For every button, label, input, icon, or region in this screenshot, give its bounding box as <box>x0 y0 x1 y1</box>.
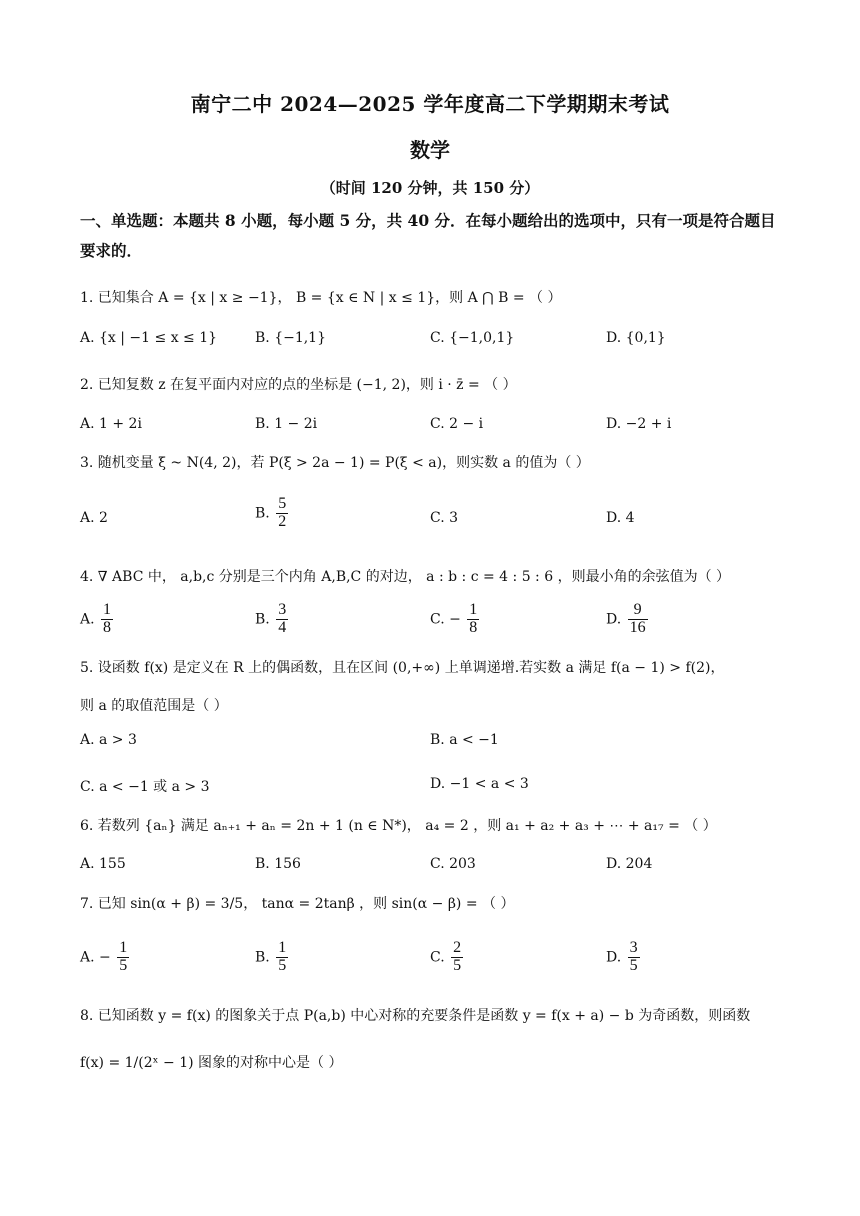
fraction-numerator: 3 <box>629 939 638 956</box>
exam-title: 南宁二中 2024—2025 学年度高二下学期期末考试 <box>190 92 670 116</box>
q6-option-a[interactable]: A. 155 <box>80 856 126 872</box>
q5-option-c[interactable]: C. a < −1 或 a > 3 <box>80 779 210 795</box>
fraction-denominator: 5 <box>453 956 462 974</box>
fraction-denominator: 5 <box>119 956 128 974</box>
fraction-denominator: 5 <box>629 956 638 974</box>
q1-option-d[interactable]: D. {0,1} <box>606 330 666 346</box>
q3-option-b[interactable] <box>255 496 290 531</box>
q2-option-a[interactable]: A. 1 + 2i <box>80 416 142 432</box>
q2-option-c[interactable]: C. 2 − i <box>430 416 484 432</box>
q1-option-b[interactable]: B. {−1,1} <box>255 330 326 346</box>
q4-option-b[interactable] <box>255 602 290 637</box>
fraction-numerator: 5 <box>278 495 287 512</box>
subject-title: 数学 <box>410 138 450 162</box>
fraction-numerator: 1 <box>469 601 478 618</box>
q1-option-a[interactable]: A. {x | −1 ≤ x ≤ 1} <box>80 330 218 346</box>
q3-option-d[interactable]: D. 4 <box>606 510 635 526</box>
q2-option-d[interactable]: D. −2 + i <box>606 416 672 432</box>
option-label: A. <box>80 611 95 628</box>
section-heading: 一、单选题：本题共 8 小题，每小题 5 分，共 40 分．在每小题给出的选项中，只有一项是符合题目要求的． <box>80 211 776 260</box>
question-6-stem: 6. 若数列 {aₙ} 满足 aₙ₊₁ + aₙ = 2n + 1 (n ∈ N*)， a₄ = 2 ，则 a₁ + a₂ + a₃ + ⋯ + a₁₇ = （ ） <box>80 818 717 834</box>
q5-option-d[interactable]: D. −1 < a < 3 <box>430 776 529 792</box>
fraction-numerator: 1 <box>119 939 128 956</box>
question-3-stem: 3. 随机变量 ξ ~ N(4, 2)，若 P(ξ > 2a − 1) = P(ξ < a)，则实数 a 的值为（ ） <box>80 455 590 471</box>
option-label: A. − <box>80 949 111 966</box>
option-label: B. <box>255 505 270 522</box>
q7-option-a[interactable] <box>80 940 131 975</box>
question-5-stem-line1: 5. 设函数 f(x) 是定义在 R 上的偶函数，且在区间 (0,+∞) 上单调递增.若实数 a 满足 f(a − 1) > f(2)， <box>80 660 725 676</box>
fraction <box>451 940 463 975</box>
fraction <box>276 496 288 531</box>
fraction-denominator: 4 <box>278 618 287 636</box>
q4-option-c[interactable] <box>430 602 481 637</box>
q5-option-a[interactable]: A. a > 3 <box>80 732 137 748</box>
question-8-stem-line2: f(x) = 1/(2ˣ − 1) 图象的对称中心是（ ） <box>80 1055 343 1071</box>
q7-option-c[interactable] <box>430 940 465 975</box>
q1-option-c[interactable]: C. {−1,0,1} <box>430 330 515 346</box>
fraction-denominator: 8 <box>103 618 112 636</box>
question-7-stem: 7. 已知 sin(α + β) = 3/5， tanα = 2tanβ ，则 sin(α − β) = （ ） <box>80 896 515 912</box>
question-1-stem: 1. 已知集合 A = {x | x ≥ −1}， B = {x ∈ N | x ≤ 1}，则 A ⋂ B = （ ） <box>80 290 562 306</box>
time-note: （时间 120 分钟，共 150 分） <box>320 179 540 197</box>
fraction-denominator: 16 <box>629 618 646 636</box>
fraction <box>276 940 288 975</box>
option-label: B. <box>255 949 270 966</box>
fraction <box>276 602 288 637</box>
option-label: C. − <box>430 611 461 628</box>
fraction-numerator: 1 <box>278 939 287 956</box>
fraction-denominator: 2 <box>278 512 287 530</box>
fraction-numerator: 2 <box>453 939 462 956</box>
q4-option-a[interactable] <box>80 602 115 637</box>
q7-option-d[interactable] <box>606 940 642 975</box>
fraction-numerator: 3 <box>278 601 287 618</box>
fraction-numerator: 1 <box>103 601 112 618</box>
fraction-denominator: 5 <box>278 956 287 974</box>
fraction-numerator: 9 <box>628 602 648 620</box>
fraction-denominator: 8 <box>469 618 478 636</box>
question-2-stem: 2. 已知复数 z 在复平面内对应的点的坐标是 (−1, 2)，则 i · z̄ = （ ） <box>80 377 517 393</box>
question-5-stem-line2: 则 a 的取值范围是（ ） <box>80 698 228 714</box>
question-8-stem-line1: 8. 已知函数 y = f(x) 的图象关于点 P(a,b) 中心对称的充要条件是函数 y = f(x + a) − b 为奇函数，则函数 <box>80 1008 751 1024</box>
q6-option-c[interactable]: C. 203 <box>430 856 476 872</box>
option-label: D. <box>606 611 622 628</box>
option-label: D. <box>606 949 622 966</box>
option-label: C. <box>430 949 445 966</box>
fraction <box>467 602 479 637</box>
q6-option-b[interactable]: B. 156 <box>255 856 301 872</box>
option-label: B. <box>255 611 270 628</box>
fraction <box>628 602 648 637</box>
q5-option-b[interactable]: B. a < −1 <box>430 732 499 748</box>
q7-option-b[interactable] <box>255 940 290 975</box>
q3-option-c[interactable]: C. 3 <box>430 510 459 526</box>
fraction <box>101 602 113 637</box>
question-4-stem: 4. ∇ ABC 中， a,b,c 分别是三个内角 A,B,C 的对边， a : b : c = 4 : 5 : 6 ，则最小角的余弦值为（ ） <box>80 569 731 585</box>
fraction <box>628 940 640 975</box>
q4-option-d[interactable] <box>606 602 650 637</box>
q3-option-a[interactable]: A. 2 <box>80 510 108 526</box>
fraction <box>117 940 129 975</box>
q2-option-b[interactable]: B. 1 − 2i <box>255 416 318 432</box>
q6-option-d[interactable]: D. 204 <box>606 856 653 872</box>
